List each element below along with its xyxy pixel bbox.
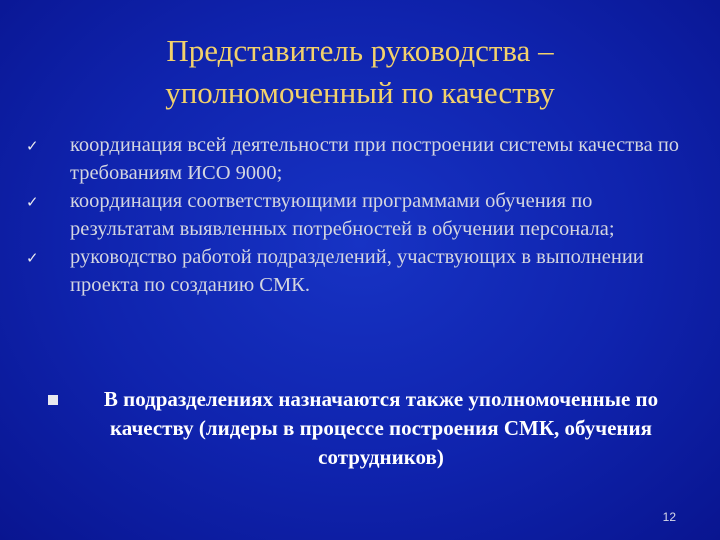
checkmark-icon: ✓ bbox=[26, 249, 39, 267]
note-paragraph bbox=[48, 385, 688, 472]
list-item-text: координация соответствующими программами обучения по результатам выявленных потребностей в обучении персонала; bbox=[70, 190, 615, 240]
list-item bbox=[26, 131, 686, 187]
checklist bbox=[26, 131, 686, 299]
list-item bbox=[26, 243, 686, 299]
page-number: 12 bbox=[662, 510, 676, 524]
list-item bbox=[26, 187, 686, 243]
note-text: В подразделениях назначаются также уполномоченные по качеству (лидеры в процессе построения СМК, обучения сотрудников) bbox=[103, 387, 659, 469]
slide-title: Представитель руководства – уполномоченный по качеству bbox=[165, 33, 555, 110]
square-bullet-icon bbox=[48, 395, 58, 405]
list-item-text: координация всей деятельности при построении системы качества по требованиям ИСО 9000; bbox=[70, 134, 680, 184]
checkmark-icon: ✓ bbox=[26, 193, 39, 211]
checkmark-icon: ✓ bbox=[26, 137, 39, 155]
list-item-text: руководство работой подразделений, участвующих в выполнении проекта по созданию СМК. bbox=[70, 246, 644, 296]
